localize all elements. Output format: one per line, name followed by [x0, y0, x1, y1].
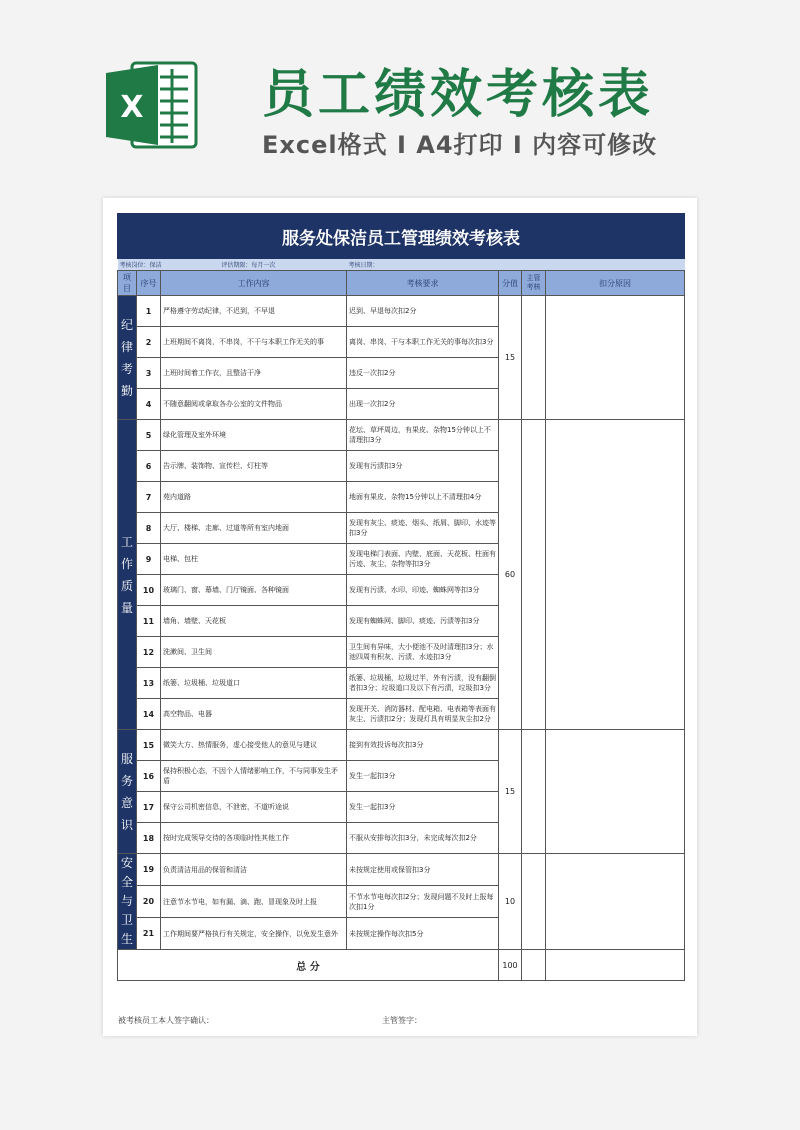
row-number: 1 [137, 296, 161, 327]
col-seq: 序号 [137, 271, 161, 296]
col-score: 分值 [499, 271, 522, 296]
col-supervisor: 主管考核 [522, 271, 546, 296]
row-requirement: 出现一次扣2分 [347, 389, 499, 420]
supervisor-cell[interactable] [522, 296, 546, 420]
row-content: 墙角、墙壁、天花板 [161, 606, 347, 637]
row-number: 5 [137, 420, 161, 451]
row-requirement: 卫生间有异味，大小便池不及时清理扣3分；水池四周有积灰、污渍、水迹扣3分 [347, 637, 499, 668]
table-row [118, 296, 685, 327]
row-requirement: 花坛、草坪周边，有果皮、杂物15分钟以上不清理扣3分 [347, 420, 499, 451]
row-content: 保持积极心态，不因个人情绪影响工作，不与同事发生矛盾 [161, 761, 347, 792]
page-title: 员工绩效考核表 [262, 65, 655, 125]
row-content: 绿化管理及室外环境 [161, 420, 347, 451]
row-content: 告示牌、装饰物、宣传栏、灯柱等 [161, 451, 347, 482]
row-requirement: 不服从安排每次扣3分，未完成每次扣2分 [347, 823, 499, 854]
row-content: 苑内道路 [161, 482, 347, 513]
row-number: 17 [137, 792, 161, 823]
total-supervisor-cell[interactable] [522, 950, 546, 981]
supervisor-cell[interactable] [522, 730, 546, 854]
category-service: 服务意识 [118, 730, 137, 854]
row-content: 按时完成领导交待的各项临时性其他工作 [161, 823, 347, 854]
col-requirement: 考核要求 [347, 271, 499, 296]
row-content: 上班时间着工作衣，且整洁干净 [161, 358, 347, 389]
row-content: 纸篓、垃圾桶、垃圾道口 [161, 668, 347, 699]
row-content: 洗漱间、卫生间 [161, 637, 347, 668]
supervisor-cell[interactable] [522, 854, 546, 950]
excel-icon [102, 55, 202, 155]
row-number: 21 [137, 918, 161, 950]
table-row [118, 420, 685, 451]
row-number: 20 [137, 886, 161, 918]
row-requirement: 发现有污渍、水印、印迹、蜘蛛网等扣3分 [347, 575, 499, 606]
row-requirement: 发现有蜘蛛网、脚印、痰迹、污渍等扣3分 [347, 606, 499, 637]
row-content: 上班期间不离岗，不串岗，不干与本职工作无关的事 [161, 327, 347, 358]
col-item: 项目 [118, 271, 137, 296]
row-requirement: 离岗、串岗、干与本职工作无关的事每次扣3分 [347, 327, 499, 358]
row-number: 16 [137, 761, 161, 792]
sheet-title: 服务处保洁员工管理绩效考核表 [118, 214, 685, 259]
info-date: 考核日期： [347, 259, 685, 271]
row-number: 9 [137, 544, 161, 575]
row-number: 4 [137, 389, 161, 420]
col-deduction: 扣分原因 [546, 271, 685, 296]
row-requirement: 未按规定操作每次扣5分 [347, 918, 499, 950]
row-content: 负责清洁用品的保管和清洁 [161, 854, 347, 886]
row-content: 微笑大方、热情服务，虚心接受他人的意见与建议 [161, 730, 347, 761]
row-number: 14 [137, 699, 161, 730]
deduction-cell[interactable] [546, 730, 685, 854]
table-row [118, 854, 685, 886]
row-requirement: 地面有果皮、杂物15分钟以上不清理扣4分 [347, 482, 499, 513]
supervisor-signature-label: 主管签字： [382, 1016, 422, 1025]
category-safety: 安全与卫生 [118, 854, 137, 950]
category-score: 10 [499, 854, 522, 950]
col-content: 工作内容 [161, 271, 347, 296]
row-requirement: 迟到、早退每次扣2分 [347, 296, 499, 327]
row-number: 19 [137, 854, 161, 886]
row-requirement: 发生一起扣3分 [347, 792, 499, 823]
total-label: 总 分 [118, 950, 499, 981]
row-content: 大厅、楼梯、走廊、过道等所有室内地面 [161, 513, 347, 544]
row-content: 注意节水节电，如有漏、滴、跑、冒现象及时上报 [161, 886, 347, 918]
total-score: 100 [499, 950, 522, 981]
table-header [118, 271, 685, 296]
deduction-cell[interactable] [546, 854, 685, 950]
category-score: 60 [499, 420, 522, 730]
row-number: 12 [137, 637, 161, 668]
row-requirement: 发现电梯门表面、内壁、底面、天花板、柱面有污迹、灰尘、杂物等扣3分 [347, 544, 499, 575]
row-requirement: 发现有污渍扣3分 [347, 451, 499, 482]
supervisor-cell[interactable] [522, 420, 546, 730]
row-number: 11 [137, 606, 161, 637]
row-content: 不随意翻阅或拿取各办公室的文件物品 [161, 389, 347, 420]
category-score: 15 [499, 296, 522, 420]
row-requirement: 未按规定使用或保管扣3分 [347, 854, 499, 886]
row-number: 3 [137, 358, 161, 389]
row-number: 10 [137, 575, 161, 606]
table-row [118, 730, 685, 761]
row-number: 8 [137, 513, 161, 544]
row-number: 2 [137, 327, 161, 358]
category-quality: 工作质量 [118, 420, 137, 730]
row-requirement: 接到有效投诉每次扣3分 [347, 730, 499, 761]
row-number: 18 [137, 823, 161, 854]
row-number: 6 [137, 451, 161, 482]
appraisal-table [117, 213, 685, 981]
row-requirement: 违反一次扣2分 [347, 358, 499, 389]
row-content: 高空物品、电器 [161, 699, 347, 730]
row-requirement: 发现有灰尘、痰迹、烟头、纸屑、脚印、水迹等扣3分 [347, 513, 499, 544]
row-content: 工作期间要严格执行有关规定，安全操作，以免发生意外 [161, 918, 347, 950]
row-content: 保守公司机密信息，不泄密，不道听途说 [161, 792, 347, 823]
page-subtitle: Excel格式 I A4打印 I 内容可修改 [262, 131, 658, 159]
category-discipline: 纪律考勤 [118, 296, 137, 420]
info-period: 评估期限：每月一次 [221, 262, 276, 269]
employee-signature-label: 被考核员工本人签字确认： [118, 1016, 214, 1025]
row-number: 15 [137, 730, 161, 761]
row-content: 电梯、包柱 [161, 544, 347, 575]
info-position: 考核岗位：保洁 评估期限：每月一次 [118, 259, 347, 271]
row-requirement: 发现开关、消防器材、配电箱、电表箱等表面有灰尘、污渍扣2分；发现灯具有明显灰尘扣2分 [347, 699, 499, 730]
row-content: 严格遵守劳动纪律，不迟到，不早退 [161, 296, 347, 327]
row-content: 玻璃门、窗、幕墙、门厅镜面、各种镜面 [161, 575, 347, 606]
category-score: 15 [499, 730, 522, 854]
deduction-cell[interactable] [546, 420, 685, 730]
row-requirement: 发生一起扣3分 [347, 761, 499, 792]
logo-letter: X [120, 90, 144, 125]
row-requirement: 不节水节电每次扣2分；发现问题不及时上报每次扣1分 [347, 886, 499, 918]
total-row [118, 950, 685, 981]
total-deduction-cell[interactable] [546, 950, 685, 981]
row-number: 13 [137, 668, 161, 699]
deduction-cell[interactable] [546, 296, 685, 420]
row-number: 7 [137, 482, 161, 513]
row-requirement: 纸篓、垃圾桶，垃圾过半，外有污渍，没有翻倒者扣3分；垃圾道口及以下有污渍，垃圾扣3分 [347, 668, 499, 699]
